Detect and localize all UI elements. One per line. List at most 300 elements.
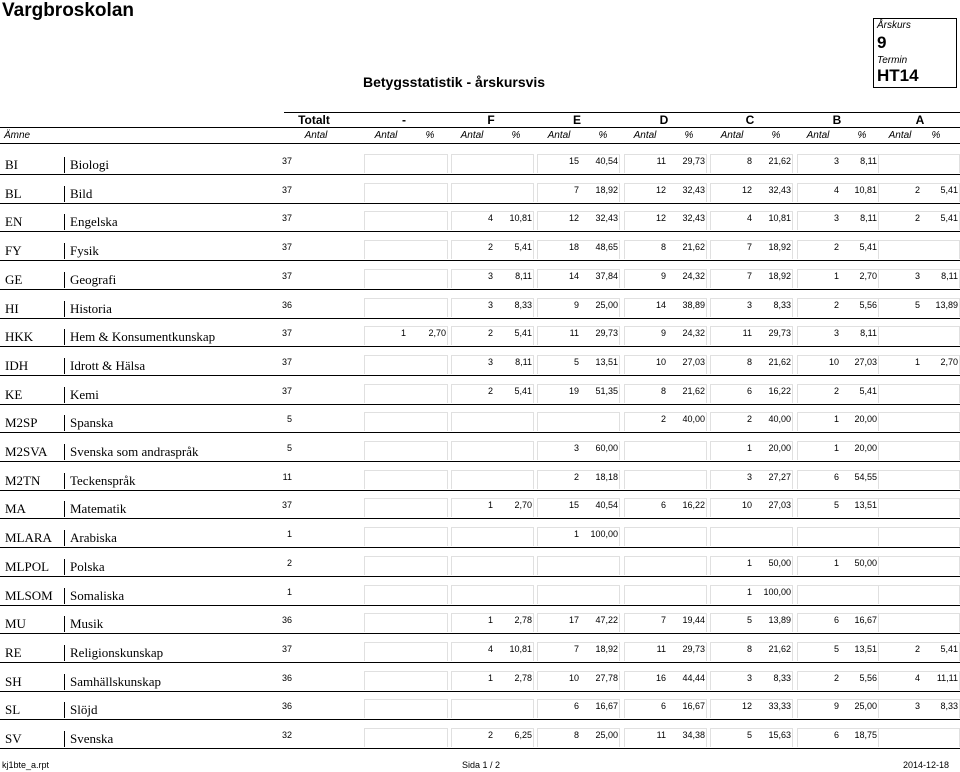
grade-count: 12 [655,213,666,224]
grade-percent: 13,51 [854,500,877,511]
grade-count: 8 [660,242,666,253]
header-pct: % [511,130,521,141]
subject-code: MLPOL [5,558,50,574]
cell-box [878,728,960,747]
grade-percent: 51,35 [595,385,618,396]
grade-percent: 8,33 [940,701,958,712]
header-grade-e: E [572,113,581,127]
grade-percent: 50,00 [854,557,877,568]
subject-code: MU [5,616,26,632]
grade-percent: 32,43 [768,184,791,195]
column-separator [64,501,65,517]
grade-percent: 5,41 [940,643,958,654]
total-count: 1 [286,586,292,597]
grade-count: 2 [833,672,839,683]
grade-percent: 32,43 [682,213,705,224]
grade-percent: 20,00 [854,414,877,425]
grade-percent: 33,33 [768,701,791,712]
header-antal: Antal [633,130,657,141]
grade-count: 1 [487,672,493,683]
cell-box [451,585,534,604]
cell-box [364,211,448,230]
cell-box [451,183,534,202]
grade-percent: 8,11 [515,270,532,281]
grade-percent: 27,27 [768,471,791,482]
total-count: 36 [281,615,292,626]
subject-name: Historia [70,300,112,316]
table-row [0,463,960,491]
table-row [0,664,960,692]
table-row [0,291,960,319]
grade-count: 3 [746,672,752,683]
cell-box [624,441,707,460]
grade-count: 5 [833,643,839,654]
grade-percent: 60,00 [595,443,618,453]
grade-percent: 13,89 [935,299,958,310]
grade-percent: 16,22 [682,500,705,511]
grade-count: 1 [487,500,493,511]
total-count: 36 [281,701,292,712]
grade-count: 12 [741,184,752,195]
grade-count: 2 [487,730,493,740]
cell-box [537,412,620,431]
grade-percent: 18,92 [595,184,618,195]
cell-box [624,470,707,489]
grade-percent: 5,41 [514,328,532,339]
grade-percent: 16,67 [682,701,705,712]
grade-percent: 24,32 [682,328,705,339]
grade-count: 9 [573,299,579,310]
total-count: 37 [281,213,292,224]
subject-code: EN [5,214,23,230]
cell-box [451,441,534,460]
grade-count: 12 [741,701,752,712]
grade-count: 2 [914,184,920,195]
grade-percent: 19,44 [682,615,705,626]
column-separator [64,214,65,230]
subject-name: Fysik [70,243,99,259]
grade-percent: 29,73 [682,156,705,166]
table-row [0,520,960,548]
cell-box [878,154,960,173]
cell-box [624,585,707,604]
grade-percent: 5,41 [859,385,877,396]
termin-label: Termin [877,55,908,66]
grade-count: 1 [400,328,406,339]
subject-name: Svenska som andraspråk [70,444,199,459]
subject-code: HKK [5,329,34,345]
table-row [0,434,960,462]
arskurs-label: Årskurs [877,20,911,31]
grade-count: 3 [487,270,493,281]
grade-count: 1 [833,557,839,568]
header-pct: % [931,130,941,141]
grade-count: 3 [914,701,920,712]
table-row [0,176,960,204]
grade-count: 15 [568,500,579,511]
grade-count: 7 [660,615,666,626]
total-count: 37 [281,156,292,166]
cell-box [878,527,960,546]
header-amne: Ämne [4,130,31,141]
subject-code: SH [5,673,22,689]
header-grade-f: F [487,113,495,127]
header-mid-line [0,127,960,128]
grade-count: 6 [833,615,839,626]
grade-count: 9 [833,701,839,712]
cell-box [364,183,448,202]
grade-percent: 5,41 [514,242,532,253]
grade-percent: 8,11 [515,356,532,367]
grade-count: 12 [568,213,579,224]
grade-percent: 100,00 [590,529,618,540]
header-bottom-line [0,143,960,144]
grade-count: 11 [569,328,579,339]
grade-percent: 27,78 [595,672,618,683]
cell-box [364,154,448,173]
grade-count: 3 [746,471,752,482]
table-row [0,377,960,405]
grade-count: 2 [660,414,666,425]
column-separator [64,243,65,259]
column-separator [64,645,65,661]
grade-count: 18 [568,242,579,253]
grade-count: 2 [833,299,839,310]
grade-percent: 5,41 [514,385,532,396]
header-grade-a: A [915,113,925,127]
grade-count: 10 [741,500,752,511]
grade-count: 9 [660,270,666,281]
column-separator [64,186,65,202]
grade-percent: 8,33 [773,672,791,683]
subject-name: Spanska [70,415,114,431]
grade-count: 3 [833,156,839,166]
subject-name: Bild [70,185,93,201]
table-row [0,692,960,720]
grade-percent: 10,81 [509,643,532,654]
subject-code: IDH [5,357,29,373]
cell-box [364,556,448,575]
grade-percent: 21,62 [682,242,705,253]
grade-count: 2 [914,213,920,224]
header-antal: Antal [547,130,571,141]
total-count: 37 [281,500,292,511]
cell-box [878,412,960,431]
grade-count: 5 [833,500,839,511]
header-grade-dash: - [402,113,406,127]
column-separator [64,415,65,431]
grade-count: 14 [655,299,666,310]
header-sub-row [0,130,960,144]
header-antal: Antal [888,130,912,141]
cell-box [364,240,448,259]
grade-count: 10 [655,356,666,367]
grade-percent: 20,00 [854,443,877,453]
cell-box [878,585,960,604]
footer-page: Sida 1 / 2 [462,760,501,770]
header-antal: Antal [374,130,398,141]
grade-percent: 32,43 [595,213,618,224]
grade-percent: 34,38 [682,730,705,740]
subject-name: Musik [70,616,104,632]
cell-box [878,556,960,575]
header-grade-b: B [832,113,842,127]
table-row [0,319,960,347]
grade-count: 5 [746,730,752,740]
subject-name: Somaliska [70,587,125,603]
header-antal: Antal [806,130,830,141]
grade-percent: 5,41 [940,184,958,195]
grade-count: 7 [746,270,752,281]
grade-count: 11 [656,643,666,654]
grade-percent: 13,89 [768,615,791,626]
grade-percent: 29,73 [595,328,618,339]
grade-percent: 18,18 [595,471,618,482]
grade-count: 11 [742,328,752,339]
grade-percent: 2,70 [859,270,877,281]
grade-percent: 50,00 [768,557,791,568]
column-separator [64,272,65,288]
cell-box [364,384,448,403]
grade-count: 7 [746,242,752,253]
grade-percent: 8,11 [941,270,958,281]
subject-code: SL [5,702,21,718]
cell-box [878,384,960,403]
grade-count: 4 [746,213,752,224]
subject-name: Svenska [70,731,114,746]
cell-box [537,556,620,575]
grade-count: 16 [655,672,666,683]
subject-name: Hem & Konsumentkunskap [70,329,216,345]
subject-code: M2SP [5,415,38,431]
grade-count: 1 [487,615,493,626]
grade-count: 1 [746,557,752,568]
header-pct: % [425,130,435,141]
grade-percent: 25,00 [854,701,877,712]
subject-code: SV [5,731,22,746]
table-row [0,147,960,175]
total-count: 11 [282,471,292,482]
grade-percent: 8,33 [514,299,532,310]
grade-count: 1 [833,443,839,453]
grade-count: 1 [746,586,752,597]
subject-name: Arabiska [70,530,117,546]
subject-name: Religionskunskap [70,644,164,660]
subject-code: BL [5,185,22,201]
grade-percent: 11,11 [936,672,958,683]
grade-count: 1 [833,414,839,425]
grade-count: 6 [573,701,579,712]
grade-count: 5 [746,615,752,626]
total-count: 36 [281,672,292,683]
grade-percent: 37,84 [595,270,618,281]
cell-box [364,728,448,747]
subject-code: GE [5,271,23,287]
grade-percent: 25,00 [595,299,618,310]
grade-count: 3 [833,213,839,224]
column-separator [64,674,65,690]
grade-count: 2 [487,385,493,396]
subject-name: Biologi [70,157,110,172]
grade-count: 2 [487,328,493,339]
footer-date: 2014-12-18 [903,760,950,770]
grade-percent: 18,75 [854,730,877,740]
column-separator [64,616,65,632]
grade-percent: 40,54 [595,500,618,511]
subject-code: KE [5,386,23,402]
grade-count: 14 [568,270,579,281]
grade-percent: 21,62 [768,156,791,166]
grade-percent: 44,44 [682,672,705,683]
grade-percent: 16,67 [854,615,877,626]
subject-name: Samhällskunskap [70,673,161,689]
subject-code: M2TN [5,472,41,488]
grade-percent: 54,55 [854,471,877,482]
header-antal: Antal [460,130,484,141]
grade-count: 2 [833,385,839,396]
subject-code: MA [5,501,26,517]
grade-percent: 29,73 [682,643,705,654]
grade-percent: 2,70 [514,500,532,511]
grade-percent: 16,67 [595,701,618,712]
grade-percent: 20,00 [768,443,791,453]
cell-box [797,585,879,604]
grade-percent: 8,33 [773,299,791,310]
table-row [0,491,960,519]
grade-percent: 21,62 [682,385,705,396]
cell-box [537,585,620,604]
cell-box [878,326,960,345]
grade-count: 1 [573,529,579,540]
footer-file: kj1bte_a.rpt [2,760,50,770]
grade-percent: 48,65 [595,242,618,253]
grade-percent: 18,92 [595,643,618,654]
grade-percent: 47,22 [595,615,618,626]
grade-count: 8 [660,385,666,396]
grade-percent: 5,41 [859,242,877,253]
grade-count: 1 [833,270,839,281]
grade-count: 12 [655,184,666,195]
cell-box [797,527,879,546]
cell-box [451,699,534,718]
cell-box [878,498,960,517]
grade-count: 3 [487,356,493,367]
total-count: 37 [281,385,292,396]
grade-count: 11 [656,730,666,740]
header-pct: % [771,130,781,141]
cell-box [364,642,448,661]
table-row [0,348,960,376]
grade-count: 4 [487,643,493,654]
subject-code: MLSOM [5,587,53,603]
grade-percent: 13,51 [595,356,618,367]
grade-percent: 8,11 [860,156,877,166]
column-separator [64,559,65,575]
grade-count: 5 [573,356,579,367]
grade-percent: 5,56 [859,672,877,683]
column-separator [64,588,65,604]
cell-box [364,613,448,632]
subject-name: Engelska [70,214,118,230]
grade-count: 8 [746,643,752,654]
row-divider [0,748,960,749]
grade-percent: 13,51 [854,643,877,654]
grade-percent: 27,03 [682,356,705,367]
grade-count: 17 [568,615,579,626]
table-row [0,578,960,606]
grade-percent: 40,00 [682,414,705,425]
grade-count: 4 [487,213,493,224]
total-count: 37 [281,356,292,367]
cell-box [364,355,448,374]
column-separator [64,387,65,403]
grade-percent: 38,89 [682,299,705,310]
cell-box [364,699,448,718]
column-separator [64,530,65,546]
total-count: 37 [281,643,292,654]
header-grade-row [0,113,960,127]
grade-percent: 2,70 [428,328,446,339]
grade-count: 10 [828,356,839,367]
grade-count: 2 [746,414,752,425]
cell-box [624,556,707,575]
subject-name: Slöjd [70,702,98,718]
termin-value: HT14 [877,66,919,85]
grade-count: 8 [746,156,752,166]
cell-box [878,441,960,460]
header-total-antal: Antal [304,130,328,141]
subject-code: HI [5,300,19,316]
cell-box [878,613,960,632]
total-count: 37 [281,184,292,195]
grade-count: 5 [914,299,920,310]
grade-count: 3 [914,270,920,281]
subject-name: Matematik [70,501,127,517]
grade-percent: 16,22 [768,385,791,396]
cell-box [451,556,534,575]
table-row [0,635,960,663]
header-pct: % [684,130,694,141]
grade-percent: 27,03 [854,356,877,367]
cell-box [364,498,448,517]
grade-percent: 8,11 [860,328,877,339]
cell-box [878,240,960,259]
total-count: 32 [281,730,292,740]
table-row [0,233,960,261]
grade-percent: 24,32 [682,270,705,281]
subject-name: Kemi [70,386,99,402]
table-row [0,405,960,433]
cell-box [451,527,534,546]
grade-percent: 100,00 [763,586,791,597]
table-row [0,606,960,634]
grade-count: 19 [568,385,579,396]
grade-percent: 2,70 [940,356,958,367]
grade-percent: 25,00 [595,730,618,740]
column-separator [64,444,65,460]
grade-count: 3 [746,299,752,310]
header-grade-c: C [745,113,755,127]
grade-percent: 18,92 [768,242,791,253]
grade-percent: 40,54 [595,156,618,166]
grade-count: 8 [746,356,752,367]
subject-name: Teckenspråk [70,472,136,488]
cell-box [364,585,448,604]
header-antal: Antal [720,130,744,141]
grade-percent: 5,56 [859,299,877,310]
column-separator [64,473,65,489]
arskurs-value: 9 [877,33,887,52]
